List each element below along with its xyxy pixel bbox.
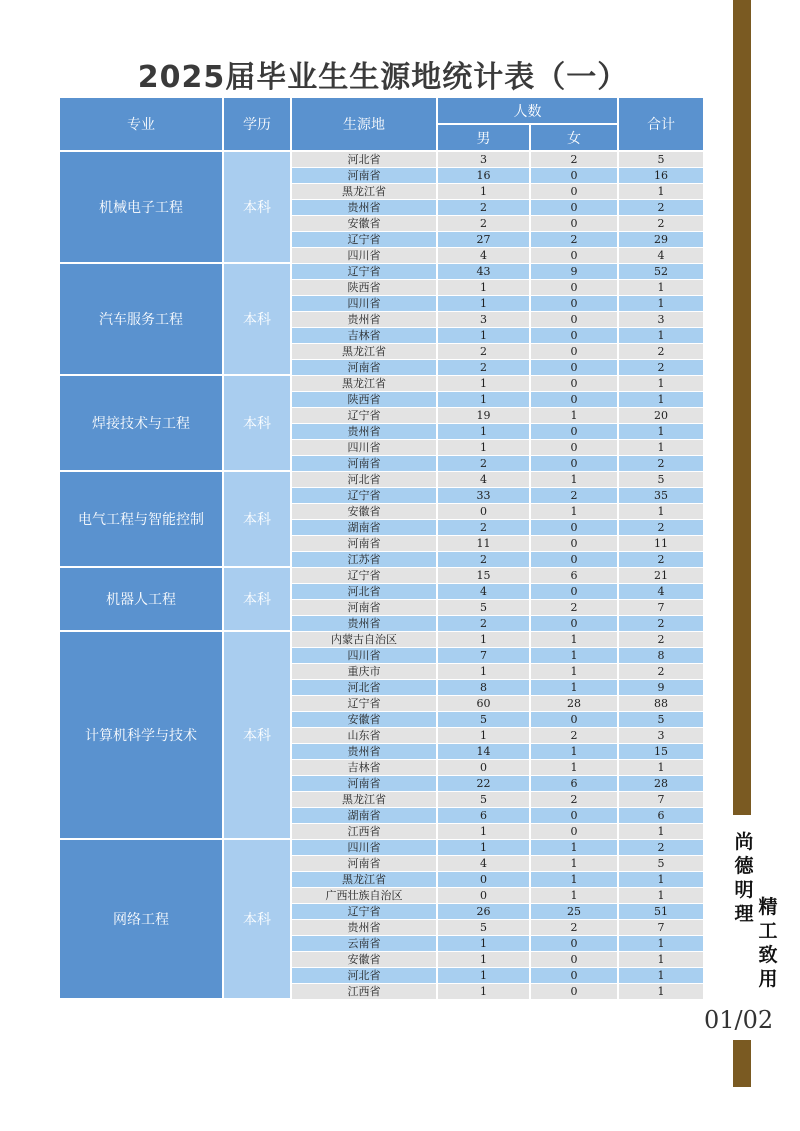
total-cell: 29	[619, 232, 703, 248]
total-cell: 5	[619, 712, 703, 728]
female-cell: 0	[531, 296, 617, 312]
total-cell: 2	[619, 200, 703, 216]
origin-cell: 安徽省	[292, 216, 436, 232]
male-cell: 5	[438, 712, 529, 728]
total-cell: 1	[619, 376, 703, 392]
male-cell: 1	[438, 328, 529, 344]
female-cell: 0	[531, 936, 617, 952]
male-cell: 1	[438, 632, 529, 648]
female-cell: 0	[531, 616, 617, 632]
table-row	[60, 632, 703, 648]
major-cell: 计算机科学与技术	[60, 632, 222, 840]
total-cell: 1	[619, 328, 703, 344]
total-cell: 9	[619, 680, 703, 696]
table-row	[60, 376, 703, 392]
total-cell: 1	[619, 392, 703, 408]
origin-cell: 安徽省	[292, 712, 436, 728]
female-cell: 0	[531, 200, 617, 216]
header-count: 人数	[438, 98, 617, 125]
total-cell: 4	[619, 248, 703, 264]
degree-cell: 本科	[224, 840, 290, 1000]
female-cell: 0	[531, 360, 617, 376]
female-cell: 0	[531, 424, 617, 440]
table-header	[60, 98, 703, 152]
male-cell: 2	[438, 344, 529, 360]
total-cell: 1	[619, 184, 703, 200]
female-cell: 0	[531, 216, 617, 232]
male-cell: 43	[438, 264, 529, 280]
origin-cell: 湖南省	[292, 520, 436, 536]
total-cell: 20	[619, 408, 703, 424]
male-cell: 26	[438, 904, 529, 920]
total-cell: 28	[619, 776, 703, 792]
female-cell: 1	[531, 840, 617, 856]
female-cell: 0	[531, 312, 617, 328]
origin-cell: 黑龙江省	[292, 344, 436, 360]
total-cell: 8	[619, 648, 703, 664]
degree-cell: 本科	[224, 264, 290, 376]
female-cell: 0	[531, 248, 617, 264]
male-cell: 1	[438, 936, 529, 952]
origin-cell: 河南省	[292, 456, 436, 472]
female-cell: 0	[531, 520, 617, 536]
female-cell: 1	[531, 872, 617, 888]
origin-cell: 四川省	[292, 840, 436, 856]
degree-cell: 本科	[224, 376, 290, 472]
total-cell: 1	[619, 440, 703, 456]
total-cell: 6	[619, 808, 703, 824]
female-cell: 0	[531, 456, 617, 472]
total-cell: 1	[619, 872, 703, 888]
total-cell: 3	[619, 312, 703, 328]
male-cell: 1	[438, 280, 529, 296]
female-cell: 25	[531, 904, 617, 920]
male-cell: 33	[438, 488, 529, 504]
male-cell: 60	[438, 696, 529, 712]
female-cell: 2	[531, 920, 617, 936]
female-cell: 0	[531, 168, 617, 184]
female-cell: 0	[531, 584, 617, 600]
female-cell: 0	[531, 712, 617, 728]
male-cell: 22	[438, 776, 529, 792]
major-cell: 电气工程与智能控制	[60, 472, 222, 568]
male-cell: 1	[438, 824, 529, 840]
male-cell: 2	[438, 616, 529, 632]
male-cell: 1	[438, 664, 529, 680]
origin-cell: 河南省	[292, 168, 436, 184]
male-cell: 1	[438, 184, 529, 200]
origin-cell: 辽宁省	[292, 232, 436, 248]
male-cell: 2	[438, 216, 529, 232]
female-cell: 2	[531, 728, 617, 744]
total-cell: 5	[619, 152, 703, 168]
female-cell: 0	[531, 392, 617, 408]
origin-cell: 贵州省	[292, 312, 436, 328]
female-cell: 1	[531, 760, 617, 776]
total-cell: 1	[619, 424, 703, 440]
origin-cell: 河南省	[292, 360, 436, 376]
origin-cell: 黑龙江省	[292, 872, 436, 888]
male-cell: 1	[438, 392, 529, 408]
total-cell: 4	[619, 584, 703, 600]
female-cell: 1	[531, 408, 617, 424]
female-cell: 2	[531, 488, 617, 504]
total-cell: 2	[619, 664, 703, 680]
origin-cell: 重庆市	[292, 664, 436, 680]
header-total: 合计	[619, 98, 703, 152]
table-row	[60, 152, 703, 168]
total-cell: 1	[619, 504, 703, 520]
stats-table	[58, 98, 705, 1000]
male-cell: 7	[438, 648, 529, 664]
origin-cell: 安徽省	[292, 952, 436, 968]
female-cell: 1	[531, 472, 617, 488]
female-cell: 1	[531, 888, 617, 904]
male-cell: 6	[438, 808, 529, 824]
origin-cell: 湖南省	[292, 808, 436, 824]
male-cell: 4	[438, 248, 529, 264]
header-degree: 学历	[224, 98, 290, 152]
header-origin: 生源地	[292, 98, 436, 152]
origin-cell: 辽宁省	[292, 904, 436, 920]
table-body	[60, 152, 703, 1000]
origin-cell: 四川省	[292, 648, 436, 664]
total-cell: 2	[619, 344, 703, 360]
male-cell: 2	[438, 456, 529, 472]
origin-cell: 吉林省	[292, 760, 436, 776]
male-cell: 2	[438, 360, 529, 376]
female-cell: 6	[531, 568, 617, 584]
total-cell: 1	[619, 760, 703, 776]
page-title: 2025届毕业生生源地统计表（一）	[137, 60, 629, 95]
female-cell: 1	[531, 744, 617, 760]
origin-cell: 河南省	[292, 536, 436, 552]
male-cell: 4	[438, 856, 529, 872]
male-cell: 0	[438, 872, 529, 888]
total-cell: 1	[619, 296, 703, 312]
male-cell: 19	[438, 408, 529, 424]
table-row	[60, 264, 703, 280]
origin-cell: 黑龙江省	[292, 792, 436, 808]
male-cell: 3	[438, 152, 529, 168]
female-cell: 0	[531, 808, 617, 824]
origin-cell: 河南省	[292, 776, 436, 792]
page-number: 01/02	[704, 1006, 774, 1034]
major-cell: 汽车服务工程	[60, 264, 222, 376]
female-cell: 0	[531, 280, 617, 296]
male-cell: 5	[438, 792, 529, 808]
male-cell: 0	[438, 504, 529, 520]
degree-cell: 本科	[224, 632, 290, 840]
male-cell: 2	[438, 520, 529, 536]
total-cell: 1	[619, 936, 703, 952]
origin-cell: 内蒙古自治区	[292, 632, 436, 648]
total-cell: 2	[619, 632, 703, 648]
motto-line-2: 精 工 致 用	[758, 896, 778, 990]
female-cell: 0	[531, 552, 617, 568]
male-cell: 1	[438, 984, 529, 1000]
major-cell: 网络工程	[60, 840, 222, 1000]
major-cell: 机械电子工程	[60, 152, 222, 264]
total-cell: 2	[619, 216, 703, 232]
decorative-bar-bottom	[733, 1040, 751, 1087]
male-cell: 0	[438, 888, 529, 904]
male-cell: 27	[438, 232, 529, 248]
origin-cell: 吉林省	[292, 328, 436, 344]
origin-cell: 广西壮族自治区	[292, 888, 436, 904]
male-cell: 16	[438, 168, 529, 184]
male-cell: 15	[438, 568, 529, 584]
origin-cell: 黑龙江省	[292, 184, 436, 200]
motto-line-1: 尚 德 明 理	[734, 831, 754, 925]
male-cell: 5	[438, 920, 529, 936]
total-cell: 1	[619, 824, 703, 840]
origin-cell: 辽宁省	[292, 264, 436, 280]
origin-cell: 安徽省	[292, 504, 436, 520]
total-cell: 21	[619, 568, 703, 584]
origin-cell: 河南省	[292, 600, 436, 616]
female-cell: 0	[531, 824, 617, 840]
female-cell: 0	[531, 984, 617, 1000]
female-cell: 0	[531, 440, 617, 456]
origin-cell: 辽宁省	[292, 488, 436, 504]
header-major: 专业	[60, 98, 222, 152]
origin-cell: 贵州省	[292, 920, 436, 936]
male-cell: 5	[438, 600, 529, 616]
total-cell: 52	[619, 264, 703, 280]
total-cell: 7	[619, 792, 703, 808]
total-cell: 16	[619, 168, 703, 184]
male-cell: 1	[438, 424, 529, 440]
female-cell: 0	[531, 968, 617, 984]
female-cell: 0	[531, 344, 617, 360]
total-cell: 11	[619, 536, 703, 552]
origin-cell: 河南省	[292, 856, 436, 872]
total-cell: 15	[619, 744, 703, 760]
male-cell: 0	[438, 760, 529, 776]
male-cell: 4	[438, 472, 529, 488]
total-cell: 35	[619, 488, 703, 504]
total-cell: 7	[619, 600, 703, 616]
origin-cell: 河北省	[292, 584, 436, 600]
total-cell: 1	[619, 968, 703, 984]
total-cell: 7	[619, 920, 703, 936]
female-cell: 2	[531, 600, 617, 616]
female-cell: 1	[531, 856, 617, 872]
table-row	[60, 472, 703, 488]
degree-cell: 本科	[224, 152, 290, 264]
male-cell: 2	[438, 200, 529, 216]
origin-cell: 四川省	[292, 440, 436, 456]
female-cell: 2	[531, 232, 617, 248]
total-cell: 2	[619, 616, 703, 632]
origin-cell: 辽宁省	[292, 568, 436, 584]
male-cell: 1	[438, 728, 529, 744]
table-row	[60, 840, 703, 856]
header-female: 女	[531, 125, 617, 152]
male-cell: 1	[438, 440, 529, 456]
total-cell: 3	[619, 728, 703, 744]
male-cell: 1	[438, 952, 529, 968]
origin-cell: 贵州省	[292, 616, 436, 632]
male-cell: 14	[438, 744, 529, 760]
origin-cell: 河北省	[292, 680, 436, 696]
total-cell: 5	[619, 856, 703, 872]
origin-cell: 四川省	[292, 248, 436, 264]
female-cell: 0	[531, 952, 617, 968]
origin-cell: 辽宁省	[292, 696, 436, 712]
origin-cell: 辽宁省	[292, 408, 436, 424]
origin-cell: 贵州省	[292, 200, 436, 216]
origin-cell: 陕西省	[292, 392, 436, 408]
male-cell: 2	[438, 552, 529, 568]
major-cell: 机器人工程	[60, 568, 222, 632]
total-cell: 88	[619, 696, 703, 712]
header-male: 男	[438, 125, 529, 152]
total-cell: 2	[619, 520, 703, 536]
decorative-bar-top	[733, 0, 751, 815]
female-cell: 0	[531, 184, 617, 200]
female-cell: 6	[531, 776, 617, 792]
female-cell: 1	[531, 632, 617, 648]
male-cell: 1	[438, 968, 529, 984]
origin-cell: 江西省	[292, 824, 436, 840]
total-cell: 2	[619, 360, 703, 376]
total-cell: 1	[619, 984, 703, 1000]
origin-cell: 河北省	[292, 152, 436, 168]
total-cell: 1	[619, 280, 703, 296]
origin-cell: 贵州省	[292, 424, 436, 440]
table-row	[60, 568, 703, 584]
origin-cell: 贵州省	[292, 744, 436, 760]
female-cell: 1	[531, 664, 617, 680]
origin-cell: 四川省	[292, 296, 436, 312]
origin-cell: 黑龙江省	[292, 376, 436, 392]
female-cell: 9	[531, 264, 617, 280]
female-cell: 28	[531, 696, 617, 712]
origin-cell: 河北省	[292, 968, 436, 984]
male-cell: 1	[438, 840, 529, 856]
origin-cell: 河北省	[292, 472, 436, 488]
origin-cell: 云南省	[292, 936, 436, 952]
total-cell: 5	[619, 472, 703, 488]
male-cell: 8	[438, 680, 529, 696]
total-cell: 2	[619, 456, 703, 472]
total-cell: 1	[619, 952, 703, 968]
male-cell: 11	[438, 536, 529, 552]
female-cell: 1	[531, 504, 617, 520]
female-cell: 1	[531, 680, 617, 696]
male-cell: 3	[438, 312, 529, 328]
female-cell: 2	[531, 152, 617, 168]
female-cell: 0	[531, 536, 617, 552]
female-cell: 0	[531, 376, 617, 392]
total-cell: 2	[619, 552, 703, 568]
degree-cell: 本科	[224, 472, 290, 568]
female-cell: 2	[531, 792, 617, 808]
female-cell: 1	[531, 648, 617, 664]
total-cell: 1	[619, 888, 703, 904]
total-cell: 2	[619, 840, 703, 856]
origin-cell: 山东省	[292, 728, 436, 744]
female-cell: 0	[531, 328, 617, 344]
origin-cell: 江西省	[292, 984, 436, 1000]
total-cell: 51	[619, 904, 703, 920]
degree-cell: 本科	[224, 568, 290, 632]
origin-cell: 陕西省	[292, 280, 436, 296]
male-cell: 1	[438, 376, 529, 392]
male-cell: 4	[438, 584, 529, 600]
major-cell: 焊接技术与工程	[60, 376, 222, 472]
male-cell: 1	[438, 296, 529, 312]
origin-cell: 江苏省	[292, 552, 436, 568]
